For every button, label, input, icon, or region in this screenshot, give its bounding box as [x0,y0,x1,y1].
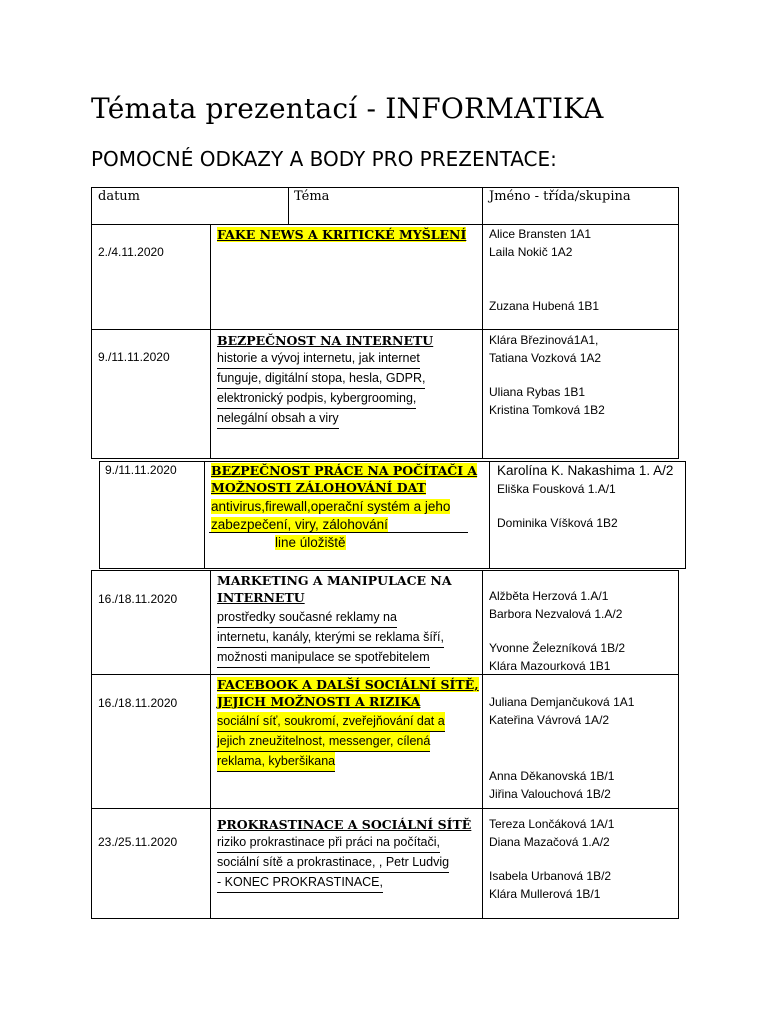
table-rule [288,187,289,225]
row-description: antivirus,firewall,operační systém a jeho zabezpečení, viry, zálohování line úložiště [211,499,451,550]
row-date: 23./25.11.2020 [98,835,178,849]
header-names: Jméno - třída/skupina [489,189,631,204]
row-names: Tereza Lončáková 1A/1 Diana Mazačová 1.A/2 Isabela Urbanová 1B/2 Klára Mullerová 1B/1 [489,817,615,901]
row-date: 16./18.11.2020 [98,696,178,710]
table-rule [91,458,679,459]
row-date: 2./4.11.2020 [98,245,164,259]
table-rule [91,187,679,188]
row-description: riziko prokrastinace při práci na počítači, sociální sítě a prokrastinace, , Petr Ludvig - KONEC PROKRASTINACE, [217,833,449,893]
row-names: Juliana Demjančuková 1A1 Kateřina Vávrová 1A/2 Anna Děkanovská 1B/1 Jiřina Valouchová 1B/2 [489,695,635,801]
header-date: datum [98,189,140,204]
row-names: Klára Březinová1A1, Tatiana Vozková 1A2 Uliana Rybas 1B1 Kristina Tomková 1B2 [489,333,605,417]
row-names: Alžběta Herzová 1.A/1 Barbora Nezvalová 1.A/2 Yvonne Železníková 1B/2 Klára Mazourková 1B1 [489,589,626,673]
row-date: 9./11.11.2020 [105,463,177,477]
row-topic: FACEBOOK A DALŠÍ SOCIÁLNÍ SÍTĚ, JEJICH MOŽNOSTI A RIZIKA [217,677,479,709]
table-rule [678,187,679,459]
table-rule [91,187,92,459]
table-rule [91,918,679,919]
table-rule [91,570,679,571]
header-topic: Téma [294,189,330,204]
row-names: Alice Bransten 1A1 Laila Nokič 1A2 Zuzana Hubená 1B1 [489,227,600,313]
table-rule [685,461,686,569]
table-rule [210,570,211,919]
row-topic: FAKE NEWS A KRITICKÉ MYŠLENÍ [217,227,467,242]
row-date: 9./11.11.2020 [98,350,170,364]
table-rule [99,568,685,569]
table-rule [91,329,679,330]
row-names: Karolína K. Nakashima 1. A/2 Eliška Fousková 1.A/1 Dominika Víšková 1B2 [497,463,674,530]
row-description: sociální síť, soukromí, zveřejňování dat a jejich zneužitelnost, messenger, cílená reklama, kyberšikana [217,712,445,772]
page-subtitle: POMOCNÉ ODKAZY A BODY PRO PREZENTACE: [91,147,557,171]
row-description: prostředky současné reklamy na internetu, kanály, kterými se reklama šíří, možnosti manipulace se spotřebitelem [217,608,444,668]
table-rule [204,461,205,569]
page-title: Témata prezentací - INFORMATIKA [91,92,604,125]
table-rule [482,570,483,919]
table-rule [91,808,679,809]
table-rule [210,224,211,459]
table-rule [489,461,490,569]
row-topic: BEZPEČNOST NA INTERNETU [217,333,434,348]
table-rule [99,461,100,569]
row-description: historie a vývoj internetu, jak internet funguje, digitální stopa, hesla, GDPR, elektronický podpis, kybergrooming, nelegální obsah a viry [217,349,425,429]
row-topic: BEZPEČNOST PRÁCE NA POČÍTAČI A MOŽNOSTI ZÁLOHOVÁNÍ DAT [211,463,478,495]
row-topic: PROKRASTINACE A SOCIÁLNÍ SÍTĚ [217,817,472,832]
table-rule [91,570,92,919]
row-topic: MARKETING A MANIPULACE NA INTERNETU [217,573,452,605]
table-rule [482,187,483,459]
row-date: 16./18.11.2020 [98,592,178,606]
table-rule [678,570,679,919]
